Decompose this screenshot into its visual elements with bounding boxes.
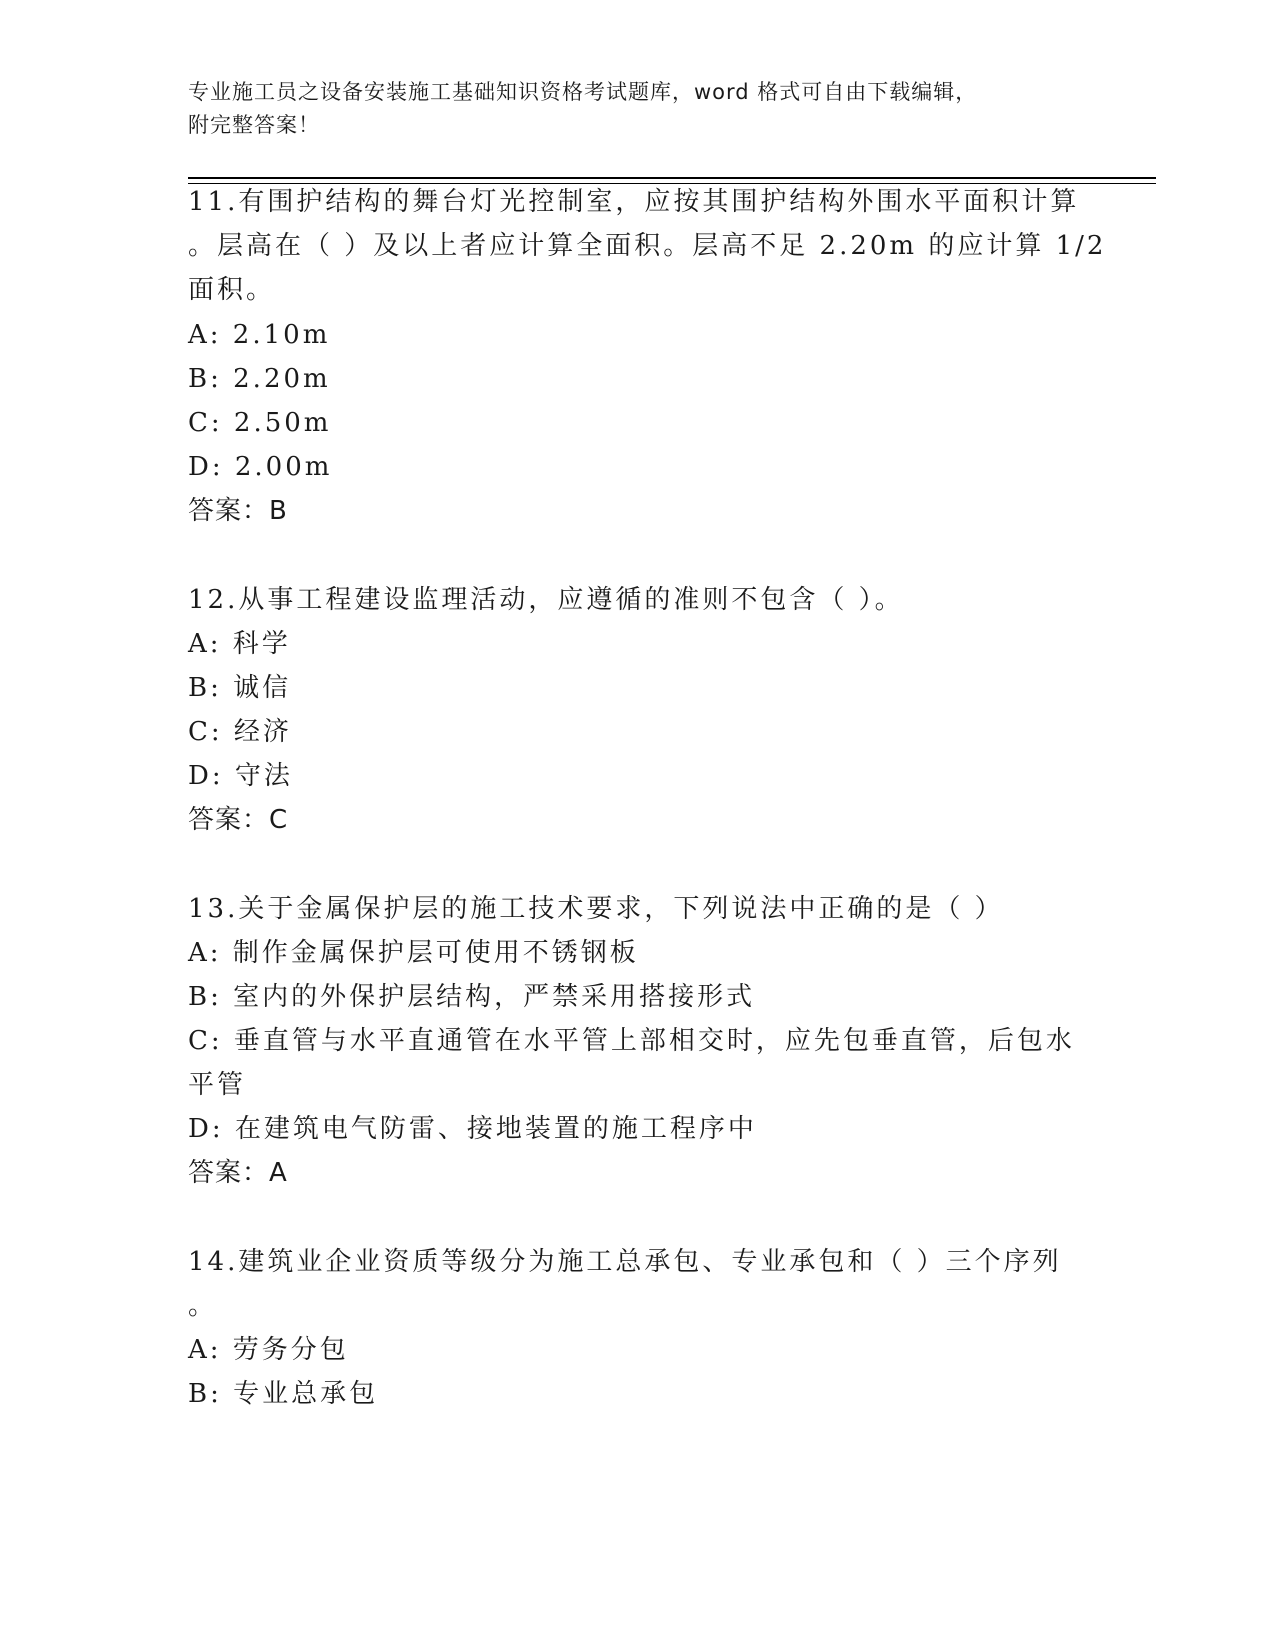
header-divider-thin [188, 183, 1156, 184]
question-13-option-c-line-2: 平管 [188, 1070, 247, 1100]
question-13-option-d: D: 在建筑电气防雷、接地装置的施工程序中 [188, 1114, 757, 1144]
question-13-option-a: A: 制作金属保护层可使用不锈钢板 [188, 938, 639, 968]
question-14-stem-line-2: 。 [188, 1291, 218, 1321]
question-11-option-d: D: 2.00m [188, 452, 333, 482]
question-11-answer: 答案：B [188, 496, 288, 526]
question-11-option-b: B: 2.20m [188, 364, 331, 394]
question-13-stem-line-1: 13.关于金属保护层的施工技术要求，下列说法中正确的是（ ） [188, 894, 1004, 924]
header-divider-thick [188, 177, 1156, 179]
header-line-1: 专业施工员之设备安装施工基础知识资格考试题库，word 格式可自由下载编辑， [188, 80, 978, 104]
question-11-option-c: C: 2.50m [188, 408, 332, 438]
question-13-option-c-line-1: C: 垂直管与水平直通管在水平管上部相交时，应先包垂直管，后包水 [188, 1026, 1075, 1056]
question-14-stem-line-1: 14.建筑业企业资质等级分为施工总承包、专业承包和（ ）三个序列 [188, 1247, 1062, 1277]
question-11-stem-line-1: 11.有围护结构的舞台灯光控制室，应按其围护结构外围水平面积计算 [188, 187, 1080, 217]
header-line-2: 附完整答案！ [188, 113, 320, 137]
question-13-answer: 答案：A [188, 1158, 288, 1188]
question-12-option-d: D: 守法 [188, 761, 293, 791]
document-header [188, 76, 1088, 142]
question-11-option-a: A: 2.10m [188, 320, 331, 350]
question-11-stem-line-2: 。层高在（ ）及以上者应计算全面积。层高不足 2.20m 的应计算 1/2 [188, 231, 1107, 261]
question-12-answer: 答案：C [188, 805, 289, 835]
question-12-option-b: B: 诚信 [188, 673, 292, 703]
question-12-option-a: A: 科学 [188, 629, 291, 659]
question-13-option-b: B: 室内的外保护层结构，严禁采用搭接形式 [188, 982, 756, 1012]
question-12-stem-line-1: 12.从事工程建设监理活动，应遵循的准则不包含（ ）。 [188, 585, 904, 615]
question-14-option-a: A: 劳务分包 [188, 1335, 349, 1365]
question-12-option-c: C: 经济 [188, 717, 292, 747]
question-14-option-b: B: 专业总承包 [188, 1379, 379, 1409]
question-11-stem-line-3: 面积。 [188, 275, 276, 305]
